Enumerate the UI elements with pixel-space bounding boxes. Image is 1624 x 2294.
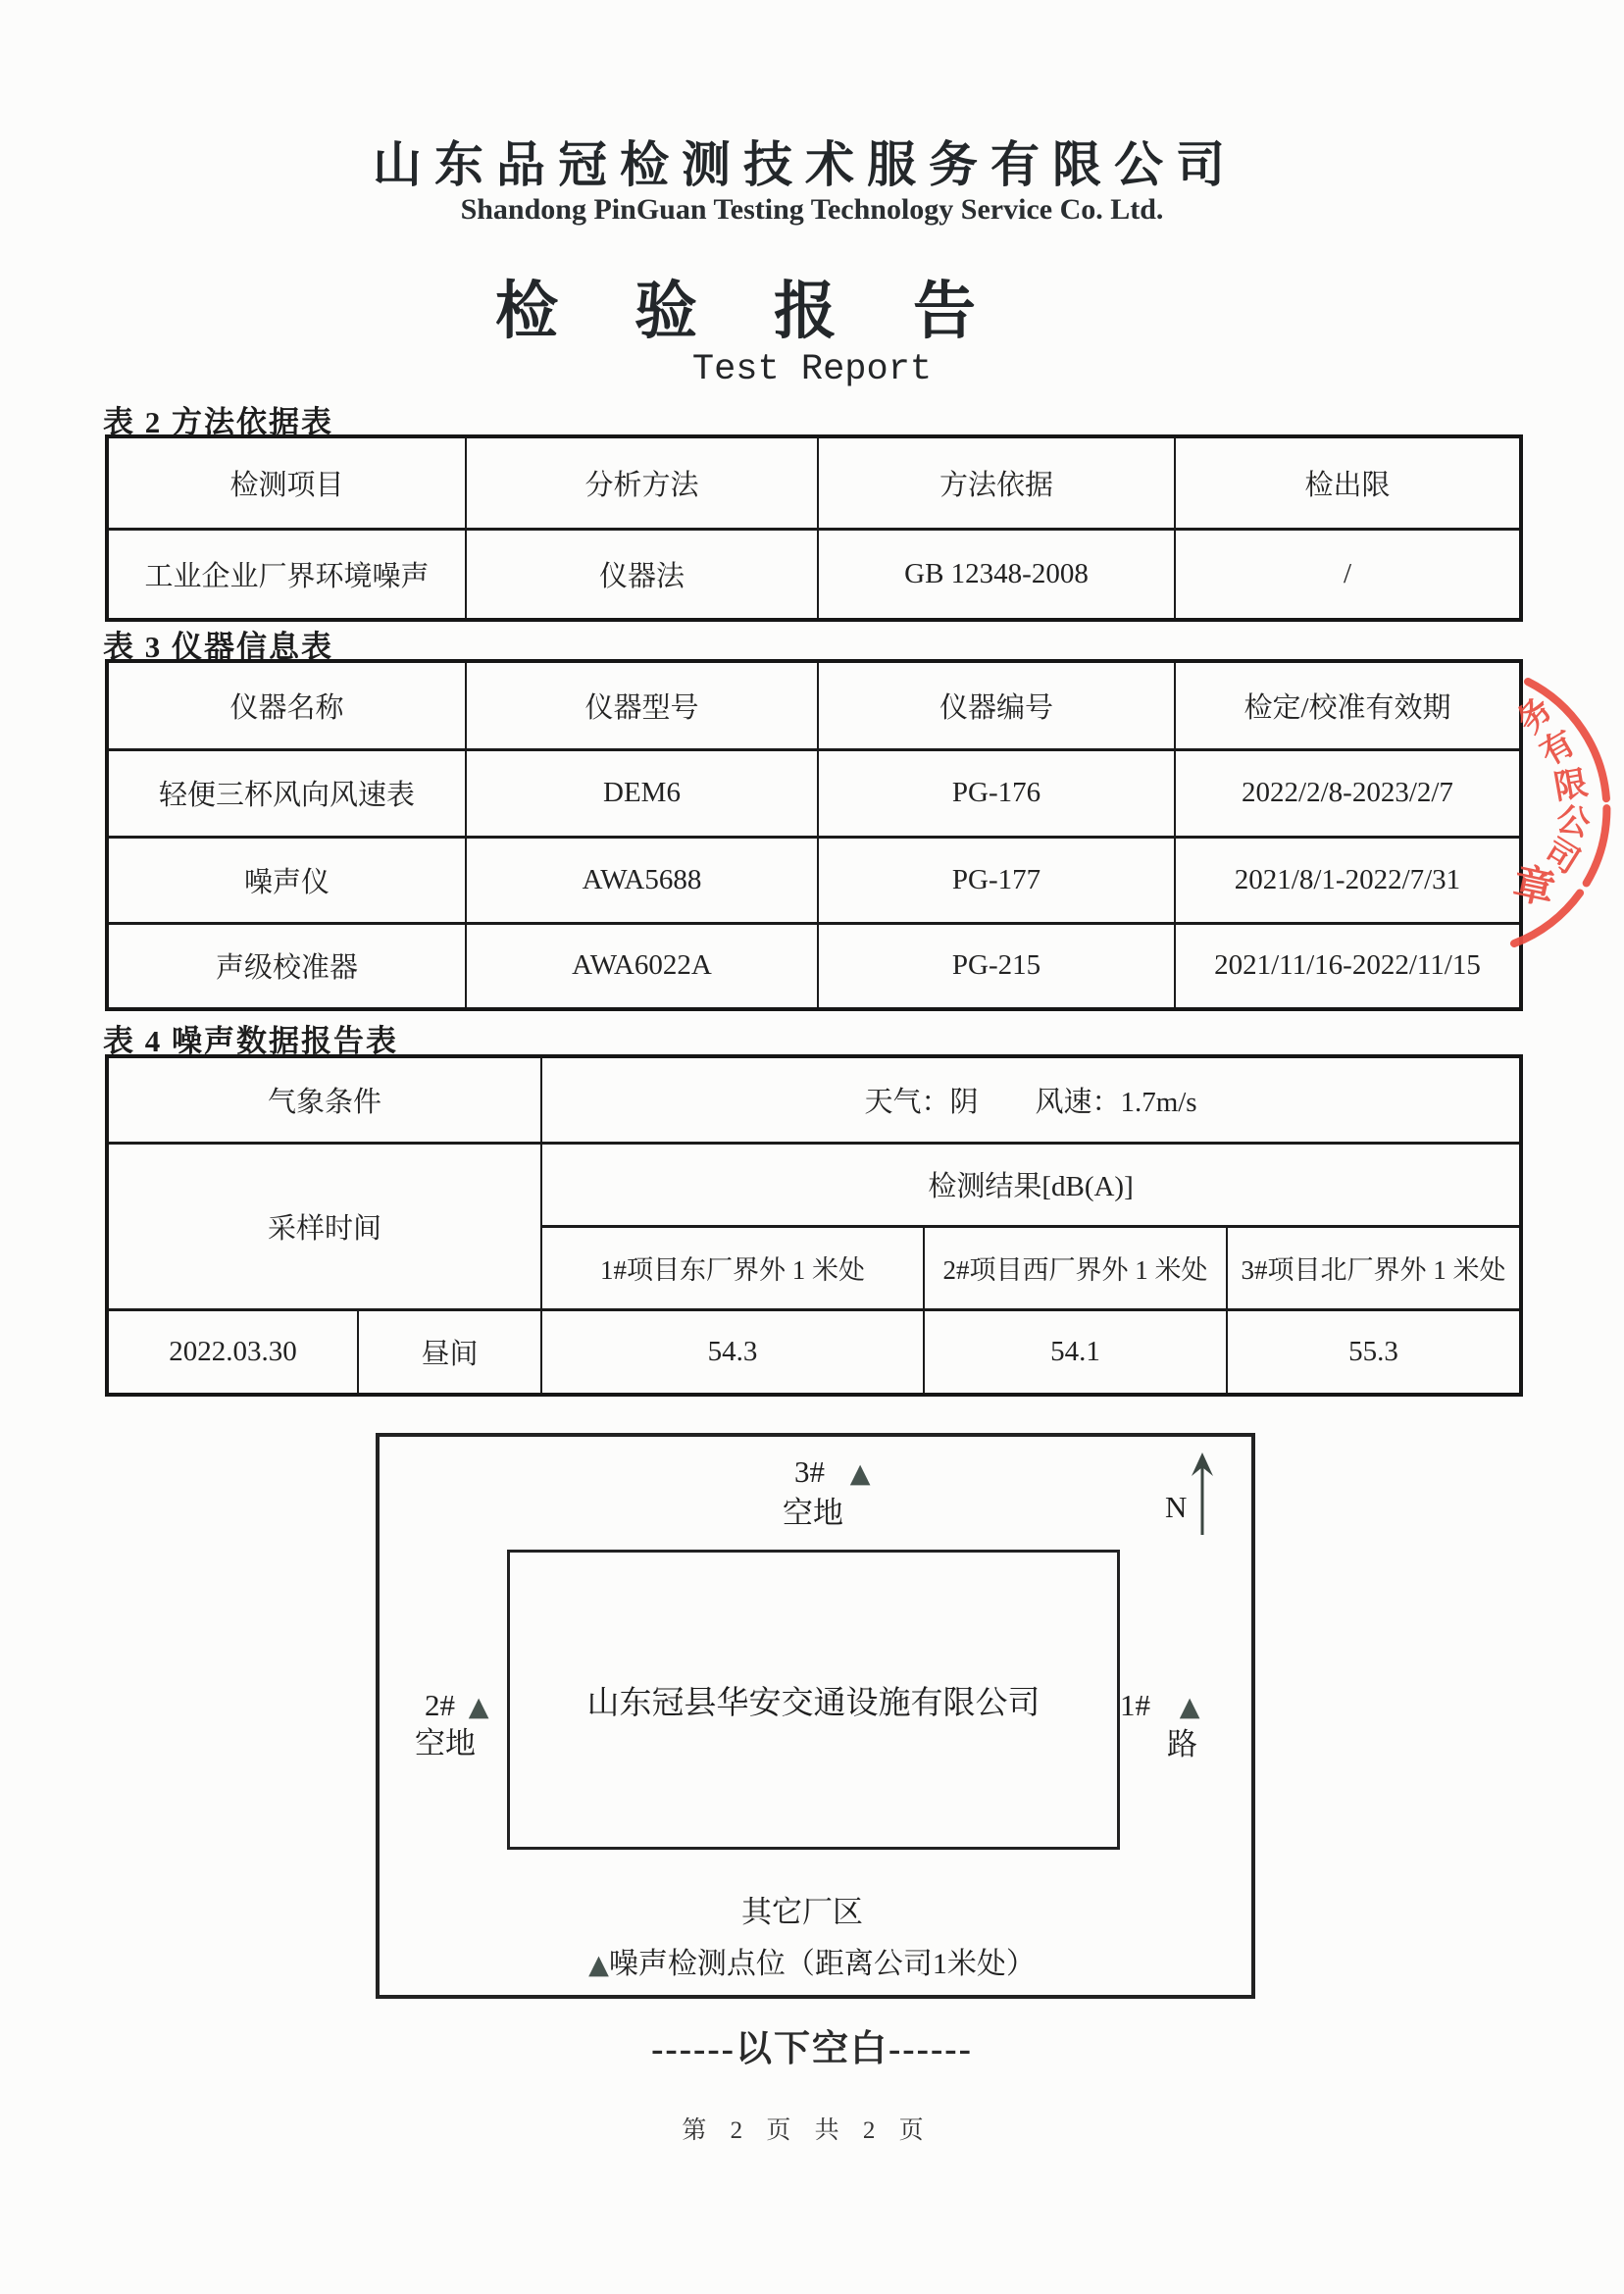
column-header: 检出限	[1175, 436, 1521, 529]
point2-id: 2#	[425, 1688, 455, 1722]
seal-char: 限	[1550, 765, 1591, 807]
seal-char: 公	[1552, 800, 1594, 844]
point2-area-label: 空地	[415, 1726, 476, 1760]
legend	[0, 1939, 1624, 1982]
value-cell: 55.3	[1227, 1309, 1521, 1395]
table-cell: AWA6022A	[466, 923, 818, 1009]
table-cell: 2021/8/1-2022/7/31	[1175, 837, 1521, 923]
result-header-cell: 检测结果[dB(A)]	[541, 1143, 1521, 1226]
table-cell: 仪器法	[466, 529, 818, 620]
point-header: 2#项目西厂界外 1 米处	[924, 1226, 1227, 1309]
page-number: 第 2 页 共 2 页	[682, 2117, 933, 2144]
other-area-label: 其它厂区	[741, 1895, 863, 1929]
table-row	[107, 529, 1521, 620]
value-cell: 54.3	[541, 1309, 924, 1395]
point-header: 3#项目北厂界外 1 米处	[1227, 1226, 1521, 1309]
column-header: 方法依据	[818, 436, 1175, 529]
measure-point-triangle-icon: ▲	[1179, 1692, 1200, 1722]
legend-text: 噪声检测点位（距离公司1米处）	[608, 1948, 1036, 1980]
company-seal-arc	[1451, 623, 1624, 1035]
date-cell: 2022.03.30	[107, 1309, 358, 1395]
table-header-row	[107, 661, 1521, 749]
table4-label: 表 4 噪声数据报告表	[103, 1024, 398, 1058]
table-cell: PG-177	[818, 837, 1175, 923]
method-basis-table	[105, 434, 1523, 622]
table-cell: 2021/11/16-2022/11/15	[1175, 923, 1521, 1009]
point3-id: 3#	[794, 1454, 825, 1489]
instrument-info-table	[105, 659, 1523, 1011]
table-cell: DEM6	[466, 749, 818, 837]
column-header: 仪器型号	[466, 661, 818, 749]
measure-point-triangle-icon: ▲	[468, 1692, 489, 1722]
table-cell: /	[1175, 529, 1521, 620]
seal-char: 司	[1538, 832, 1586, 882]
table-row	[107, 749, 1521, 837]
north-label: N	[1165, 1490, 1188, 1524]
report-title-cn: 检验报告	[495, 277, 1052, 346]
result-header-row	[107, 1143, 1521, 1226]
table-row	[107, 837, 1521, 923]
data-row	[107, 1309, 1521, 1395]
seal-char: 有	[1534, 725, 1582, 774]
seal-char: 务	[1510, 690, 1560, 740]
table-cell: 2022/2/8-2023/2/7	[1175, 749, 1521, 837]
report-title-en: Test Report	[691, 349, 933, 390]
measure-point-triangle-icon: ▲	[588, 1950, 609, 1980]
point1-id: 1#	[1120, 1688, 1150, 1722]
point1-area-label: 路	[1167, 1727, 1197, 1761]
table-cell: 轻便三杯风向风速表	[107, 749, 466, 837]
table2-label: 表 2 方法依据表	[103, 405, 333, 439]
table-cell: 工业企业厂界环境噪声	[107, 529, 466, 620]
point-header: 1#项目东厂界外 1 米处	[541, 1226, 924, 1309]
point1-label	[1120, 1688, 1200, 1723]
table3-label: 表 3 仪器信息表	[103, 630, 333, 664]
table-cell: 噪声仪	[107, 837, 466, 923]
column-header: 分析方法	[466, 436, 818, 529]
point3-label	[794, 1454, 871, 1490]
table-row	[107, 923, 1521, 1009]
blank-below-note: ------以下空白------	[651, 2029, 973, 2069]
point3-area-label: 空地	[783, 1496, 843, 1530]
weather-value-cell: 天气：阴 风速：1.7m/s	[541, 1056, 1521, 1143]
diagram-company-name: 山东冠县华安交通设施有限公司	[586, 1685, 1040, 1721]
column-header: 检测项目	[107, 436, 466, 529]
period-cell: 昼间	[358, 1309, 541, 1395]
table-cell: PG-176	[818, 749, 1175, 837]
table-cell: 声级校准器	[107, 923, 466, 1009]
weather-row	[107, 1056, 1521, 1143]
north-arrow-icon	[1185, 1449, 1220, 1541]
table-cell: AWA5688	[466, 837, 818, 923]
company-building-box	[507, 1550, 1120, 1850]
table-cell: GB 12348-2008	[818, 529, 1175, 620]
company-name-en: Shandong PinGuan Testing Technology Service Co. Ltd.	[460, 193, 1164, 226]
value-cell: 54.1	[924, 1309, 1227, 1395]
column-header: 检定/校准有效期	[1175, 661, 1521, 749]
measure-point-triangle-icon: ▲	[849, 1458, 871, 1489]
company-name-cn: 山东品冠检测技术服务有限公司	[373, 137, 1238, 192]
noise-data-table	[105, 1054, 1523, 1397]
sampling-time-cell: 采样时间	[107, 1143, 541, 1309]
column-header: 仪器编号	[818, 661, 1175, 749]
seal-center-char: 章	[1508, 861, 1559, 914]
weather-label-cell: 气象条件	[107, 1056, 541, 1143]
table-header-row	[107, 436, 1521, 529]
column-header: 仪器名称	[107, 661, 466, 749]
table-cell: PG-215	[818, 923, 1175, 1009]
